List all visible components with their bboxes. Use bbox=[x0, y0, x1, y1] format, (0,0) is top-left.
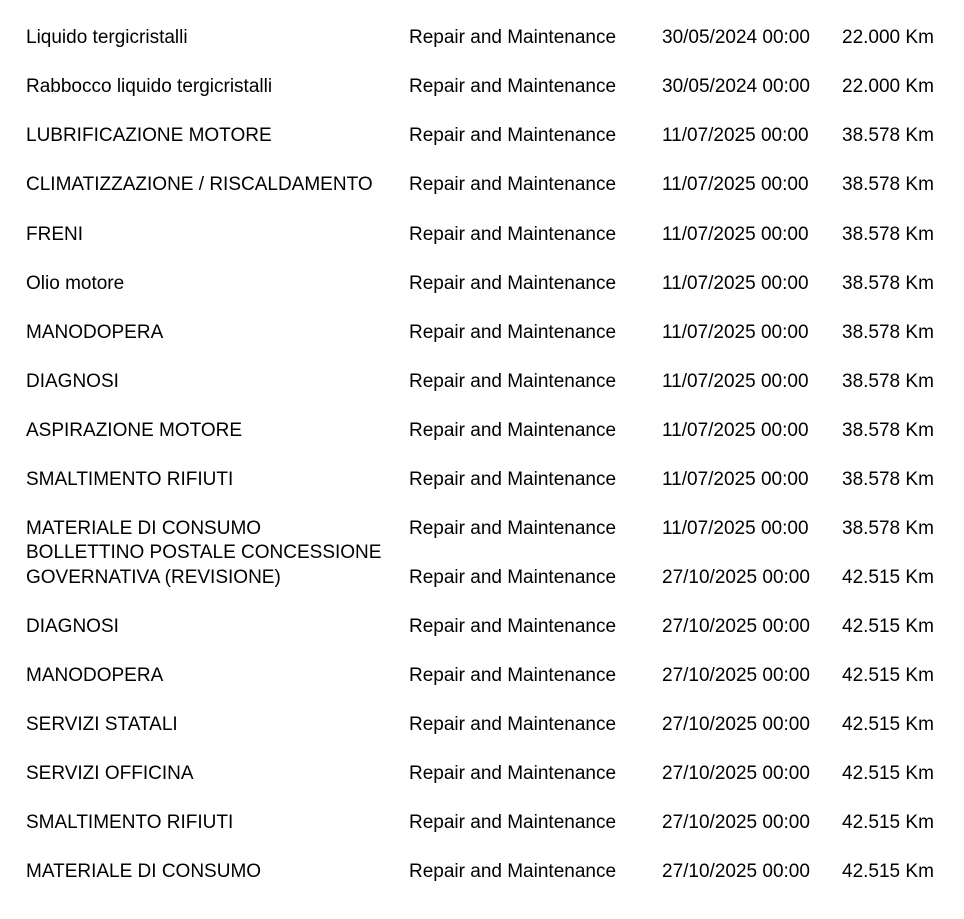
row-category: Repair and Maintenance bbox=[409, 518, 617, 539]
table-row bbox=[0, 761, 964, 787]
row-description: ASPIRAZIONE MOTORE bbox=[26, 420, 243, 441]
row-km: 42.515 Km bbox=[842, 861, 934, 882]
row-date: 27/10/2025 00:00 bbox=[662, 616, 810, 637]
row-km: 42.515 Km bbox=[842, 616, 934, 637]
row-category: Repair and Maintenance bbox=[409, 714, 617, 735]
row-km: 38.578 Km bbox=[842, 174, 934, 195]
row-km: 42.515 Km bbox=[842, 763, 934, 784]
row-description: GOVERNATIVA (REVISIONE) bbox=[26, 567, 281, 588]
row-km: 38.578 Km bbox=[842, 322, 934, 343]
row-date: 11/07/2025 00:00 bbox=[662, 174, 809, 195]
row-description: Rabbocco liquido tergicristalli bbox=[26, 76, 273, 97]
row-date: 30/05/2024 00:00 bbox=[662, 76, 810, 97]
row-category: Repair and Maintenance bbox=[409, 125, 617, 146]
row-km: 38.578 Km bbox=[842, 518, 934, 539]
row-date: 11/07/2025 00:00 bbox=[662, 371, 809, 392]
row-category: Repair and Maintenance bbox=[409, 763, 617, 784]
row-description: SMALTIMENTO RIFIUTI bbox=[26, 812, 234, 833]
row-km: 38.578 Km bbox=[842, 371, 934, 392]
row-date: 11/07/2025 00:00 bbox=[662, 322, 809, 343]
row-description: DIAGNOSI bbox=[26, 371, 119, 392]
table-row bbox=[0, 542, 964, 591]
row-km: 38.578 Km bbox=[842, 125, 934, 146]
row-km: 22.000 Km bbox=[842, 76, 934, 97]
row-description: DIAGNOSI bbox=[26, 616, 119, 637]
row-date: 27/10/2025 00:00 bbox=[662, 567, 810, 588]
row-description: CLIMATIZZAZIONE / RISCALDAMENTO bbox=[26, 174, 373, 195]
row-date: 27/10/2025 00:00 bbox=[662, 763, 810, 784]
table-row bbox=[0, 516, 964, 542]
row-category: Repair and Maintenance bbox=[409, 322, 617, 343]
row-km: 42.515 Km bbox=[842, 665, 934, 686]
row-category: Repair and Maintenance bbox=[409, 174, 617, 195]
row-date: 11/07/2025 00:00 bbox=[662, 469, 809, 490]
row-description: SERVIZI STATALI bbox=[26, 714, 178, 735]
table-row bbox=[0, 369, 964, 395]
row-date: 27/10/2025 00:00 bbox=[662, 861, 810, 882]
row-category: Repair and Maintenance bbox=[409, 27, 617, 48]
row-description: MANODOPERA bbox=[26, 322, 164, 343]
row-description: MATERIALE DI CONSUMO bbox=[26, 518, 262, 539]
row-description: SERVIZI OFFICINA bbox=[26, 763, 194, 784]
row-category: Repair and Maintenance bbox=[409, 420, 617, 441]
row-date: 11/07/2025 00:00 bbox=[662, 420, 809, 441]
table-row bbox=[0, 74, 964, 100]
row-date: 11/07/2025 00:00 bbox=[662, 518, 809, 539]
row-category: Repair and Maintenance bbox=[409, 224, 617, 245]
table-row bbox=[0, 320, 964, 346]
row-date: 11/07/2025 00:00 bbox=[662, 273, 809, 294]
row-description: Olio motore bbox=[26, 273, 125, 294]
row-km: 38.578 Km bbox=[842, 273, 934, 294]
table-row bbox=[0, 467, 964, 493]
table-row bbox=[0, 271, 964, 297]
table-row bbox=[0, 614, 964, 640]
row-description: SMALTIMENTO RIFIUTI bbox=[26, 469, 234, 490]
table-row bbox=[0, 663, 964, 689]
row-km: 22.000 Km bbox=[842, 27, 934, 48]
row-category: Repair and Maintenance bbox=[409, 469, 617, 490]
row-description: FRENI bbox=[26, 224, 83, 245]
row-date: 30/05/2024 00:00 bbox=[662, 27, 810, 48]
row-date: 27/10/2025 00:00 bbox=[662, 812, 810, 833]
row-category: Repair and Maintenance bbox=[409, 665, 617, 686]
row-date: 11/07/2025 00:00 bbox=[662, 224, 809, 245]
row-category: Repair and Maintenance bbox=[409, 616, 617, 637]
row-km: 42.515 Km bbox=[842, 714, 934, 735]
row-category: Repair and Maintenance bbox=[409, 371, 617, 392]
table-row bbox=[0, 418, 964, 444]
row-km: 38.578 Km bbox=[842, 224, 934, 245]
table-row bbox=[0, 712, 964, 738]
row-category: Repair and Maintenance bbox=[409, 76, 617, 97]
row-category: Repair and Maintenance bbox=[409, 812, 617, 833]
row-description: Liquido tergicristalli bbox=[26, 27, 188, 48]
row-description: MANODOPERA bbox=[26, 665, 164, 686]
table-row bbox=[0, 123, 964, 149]
row-description: LUBRIFICAZIONE MOTORE bbox=[26, 125, 272, 146]
row-date: 11/07/2025 00:00 bbox=[662, 125, 809, 146]
table-row bbox=[0, 172, 964, 198]
table-row bbox=[0, 222, 964, 248]
row-date: 27/10/2025 00:00 bbox=[662, 714, 810, 735]
table-row bbox=[0, 810, 964, 836]
row-km: 38.578 Km bbox=[842, 420, 934, 441]
row-category: Repair and Maintenance bbox=[409, 273, 617, 294]
row-km: 42.515 Km bbox=[842, 567, 934, 588]
row-km: 42.515 Km bbox=[842, 812, 934, 833]
row-category: Repair and Maintenance bbox=[409, 861, 617, 882]
table-row bbox=[0, 859, 964, 885]
row-description: MATERIALE DI CONSUMO bbox=[26, 861, 262, 882]
row-description-line1: BOLLETTINO POSTALE CONCESSIONE bbox=[26, 542, 382, 563]
row-km: 38.578 Km bbox=[842, 469, 934, 490]
table-row bbox=[0, 25, 964, 51]
row-date: 27/10/2025 00:00 bbox=[662, 665, 810, 686]
row-category: Repair and Maintenance bbox=[409, 567, 617, 588]
